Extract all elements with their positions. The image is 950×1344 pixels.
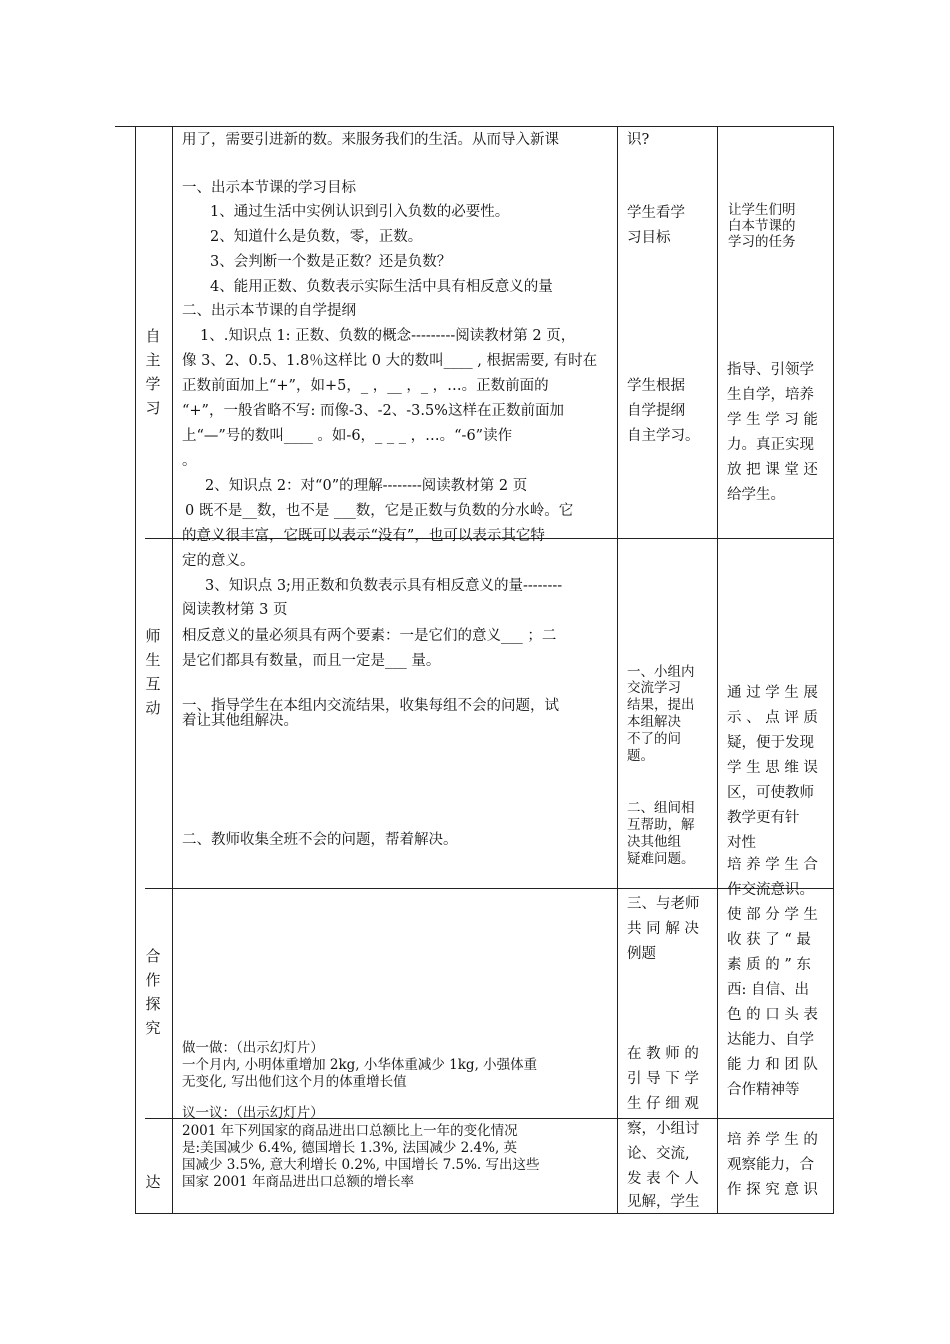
student-group-line: 一、小组内	[627, 664, 695, 680]
student-goals-line: 习目标	[627, 230, 671, 246]
knowledge-point-3-line: 相反意义的量必须具有两个要素：一是它们的意义___ ；二	[182, 628, 557, 644]
student-selfstudy-line: 学生根据	[627, 378, 685, 394]
student-observe-line: 引 导 下 学	[627, 1071, 699, 1087]
intent-guide-line: 指导、引领学	[727, 362, 814, 378]
table-right-border	[833, 126, 834, 1214]
outline-heading: 二、出示本节课的自学提纲	[182, 303, 356, 319]
intent-show-line: 对性	[727, 835, 756, 851]
intent-task-line: 学习的任务	[728, 234, 796, 250]
student-help-line: 互帮助，解	[627, 817, 695, 833]
student-solve-line: 三、与老师	[627, 896, 700, 912]
goal-item: 2、知道什么是负数，零，正数。	[210, 229, 423, 245]
intent-show-line: 疑，便于发现	[727, 735, 814, 751]
intent-observe-line: 培 养 学 生 的	[727, 1132, 818, 1148]
goal-item: 4、能用正数、负数表示实际生活中具有相反意义的量	[210, 279, 553, 295]
knowledge-point-1-line: 1、.知识点 1: 正数、负数的概念---------阅读教材第 2 页，	[200, 328, 576, 344]
zuoyizuo-line: 做一做：（出示幻灯片）	[182, 1040, 324, 1056]
student-observe-line: 在 教 师 的	[627, 1046, 699, 1062]
knowledge-point-1-line: “+”，一般省略不写: 而像-3、-2、-3.5%这样在正数前面加	[182, 403, 564, 419]
goal-item: 3、会判断一个数是正数？还是负数？	[210, 254, 452, 270]
intent-show-line: 示 、 点 评 质	[727, 710, 818, 726]
student-observe-line: 见解，学生	[627, 1194, 700, 1210]
col-divider-student	[717, 126, 718, 1214]
intent-show-line: 学 生 思 维 误	[727, 760, 818, 776]
student-observe-line: 察，小组讨	[627, 1121, 700, 1137]
intent-cooperate-line: 使 部 分 学 生	[727, 907, 818, 923]
stage-self-study: 自 主 学 习	[145, 327, 161, 417]
student-observe-line: 论、交流,	[627, 1146, 690, 1162]
trade-line: 国减少 3.5%, 意大利增长 0.2%, 中国增长 7.5%. 写出这些	[182, 1157, 540, 1173]
table-top-border	[135, 126, 833, 127]
student-group-line: 不了的问	[627, 731, 681, 747]
intent-cooperate-line: 素 质 的 ” 东	[727, 957, 811, 973]
yiyiyi-text: 议一议：（出示幻灯片）	[182, 1105, 324, 1121]
student-selfstudy-line: 自主学习。	[627, 428, 700, 444]
exchange-line: 着让其他组解决。	[182, 713, 298, 729]
intent-guide-line: 力。真正实现	[727, 437, 814, 453]
table-bottom-border	[135, 1213, 833, 1214]
intent-cooperate-line: 培 养 学 生 合	[727, 857, 818, 873]
zuoyizuo-line: 一个月内, 小明体重增加 2kg, 小华体重减少 1kg, 小强体重	[182, 1057, 538, 1073]
table-left-border	[135, 126, 136, 1214]
zuoyizuo-line: 无变化, 写出他们这个月的体重增长值	[182, 1074, 407, 1090]
trade-line: 2001 年下列国家的商品进出口总额比上一年的变化情况	[182, 1123, 518, 1139]
teacher-collect-text: 二、教师收集全班不会的问题，帮着解决。	[182, 832, 458, 848]
student-selfstudy-line: 自学提纲	[627, 403, 685, 419]
intent-show-line: 教学更有针	[727, 810, 800, 826]
knowledge-point-3-line: 是它们都具有数量，而且一定是___ 量。	[182, 653, 441, 669]
student-group-line: 结果，提出	[627, 697, 695, 713]
intent-cooperate-line: 合作精神等	[727, 1082, 800, 1098]
knowledge-point-1-line: 正数前面加上“+”，如+5，_ ，__ ，_ ，…。正数前面的	[182, 378, 549, 394]
student-help-line: 疑难问题。	[627, 851, 695, 867]
knowledge-point-3-line: 3、知识点 3;用正数和负数表示具有相反意义的量--------	[205, 578, 563, 594]
knowledge-point-3-line: 阅读教材第 3 页	[182, 602, 288, 618]
intent-cooperate-line: 收 获 了 “ 最	[727, 932, 811, 948]
student-group-line: 本组解决	[627, 714, 681, 730]
student-help-line: 决其他组	[627, 834, 681, 850]
student-goals-line: 学生看学	[627, 205, 685, 221]
intent-cooperate-line: 能 力 和 团 队	[727, 1057, 818, 1073]
intent-cooperate-line: 西: 自信、出	[727, 982, 809, 998]
intent-observe-line: 作 探 究 意 识	[727, 1182, 818, 1198]
student-group-line: 交流学习	[627, 680, 681, 696]
student-observe-line: 生 仔 细 观	[627, 1096, 699, 1112]
student-help-line: 二、组间相	[627, 800, 695, 816]
col-divider-content	[617, 126, 618, 1214]
exchange-line: 一、指导学生在本组内交流结果，收集每组不会的问题，试	[182, 698, 559, 714]
intent-guide-line: 放 把 课 堂 还	[727, 462, 818, 478]
stage-reach: 达	[145, 1173, 161, 1191]
intent-task-line: 让学生们明	[728, 202, 796, 218]
intent-cooperate-line: 作交流意识。	[727, 882, 814, 898]
intent-show-line: 区，可使教师	[727, 785, 814, 801]
knowledge-point-1-line: 。	[182, 453, 197, 469]
intent-task-line: 白本节课的	[728, 218, 796, 234]
knowledge-point-2-line: 0 既不是__数，也不是 ___数，它是正数与负数的分水岭。它	[185, 503, 574, 519]
intent-observe-line: 观察能力，合	[727, 1157, 814, 1173]
intent-show-line: 通 过 学 生 展	[727, 685, 818, 701]
trade-line: 国家 2001 年商品进出口总额的增长率	[182, 1174, 414, 1190]
trade-line: 是:美国减少 6.4%, 德国增长 1.3%, 法国减少 2.4%, 英	[182, 1140, 518, 1156]
stage-interaction: 师 生 互 动	[145, 627, 161, 717]
goals-heading: 一、出示本节课的学习目标	[182, 180, 356, 196]
knowledge-point-2-line: 定的意义。	[182, 553, 255, 569]
intro-text: 用了，需要引进新的数。来服务我们的生活。从而导入新课	[182, 132, 559, 148]
student-solve-line: 例题	[627, 946, 656, 962]
intent-guide-line: 学 生 学 习 能	[727, 412, 818, 428]
goal-item: 1、通过生活中实例认识到引入负数的必要性。	[210, 204, 510, 220]
intent-guide-line: 生自学，培养	[727, 387, 814, 403]
student-top: 识?	[627, 132, 650, 148]
knowledge-point-1-line: 像 3、2、0.5、1.8％这样比 0 大的数叫____ , 根据需要, 有时在	[182, 353, 598, 369]
col-divider-stage	[172, 126, 173, 1214]
knowledge-point-2-line: 的意义很丰富，它既可以表示“没有”，也可以表示其它特	[182, 528, 545, 544]
stage-cooperation: 合 作 探 究	[145, 947, 161, 1037]
student-observe-line: 发 表 个 人	[627, 1171, 699, 1187]
student-group-line: 题。	[627, 748, 654, 764]
student-solve-line: 共 同 解 决	[627, 921, 699, 937]
intent-cooperate-line: 色 的 口 头 表	[727, 1007, 818, 1023]
intent-cooperate-line: 达能力、自学	[727, 1032, 814, 1048]
knowledge-point-2-line: 2、知识点 2：对“0”的理解--------阅读教材第 2 页	[205, 478, 528, 494]
knowledge-point-1-line: 上“—”号的数叫____ 。如-6，_ _ _ ，…。“-6”读作	[182, 428, 513, 444]
intent-guide-line: 给学生。	[727, 487, 785, 503]
